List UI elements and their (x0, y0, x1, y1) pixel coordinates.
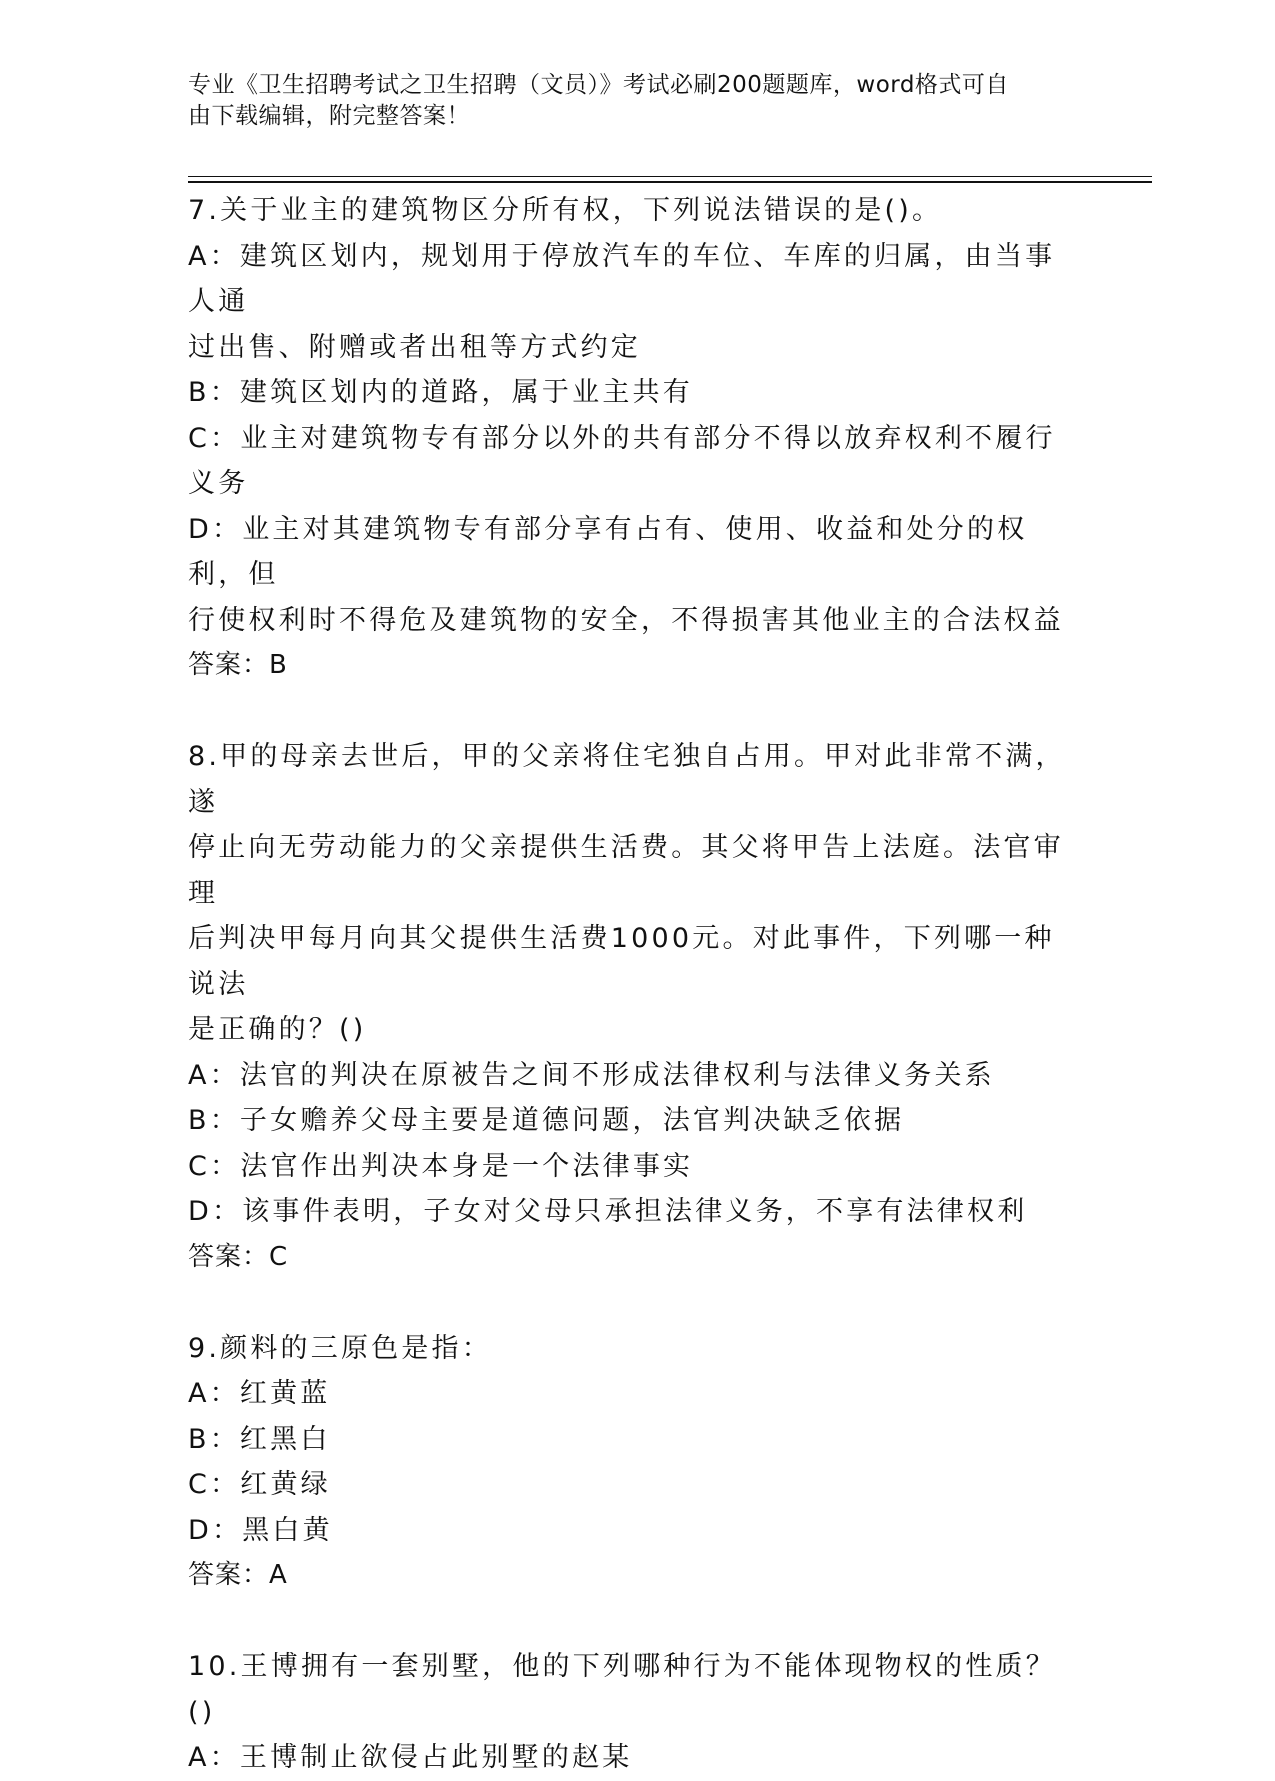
question-list (188, 188, 1078, 1781)
header-title-line-1: 专业《卫生招聘考试之卫生招聘（文员）》考试必刷200题题库，word格式可自 (188, 72, 1009, 98)
question-8 (188, 734, 1078, 1280)
question-7 (188, 188, 1078, 689)
header-divider-thin (188, 176, 1152, 177)
answer-label: 答案：C (188, 1241, 289, 1272)
question-text: 10.王博拥有一套别墅，他的下列哪种行为不能体现物权的性质？() (188, 1651, 1056, 1728)
question-text: 9.颜料的三原色是指： (188, 1332, 492, 1364)
document-header (188, 70, 1068, 132)
option-a: A：建筑区划内，规划用于停放汽车的车位、车库的归属，由当事人通 (188, 240, 1056, 317)
option-d: D：业主对其建筑物专有部分享有占有、使用、收益和处分的权利，但 (188, 513, 1028, 590)
option-c: C：法官作出判决本身是一个法律事实 (188, 1150, 694, 1182)
option-a: A：红黄蓝 (188, 1378, 331, 1409)
question-text-continued: 停止向无劳动能力的父亲提供生活费。其父将甲告上法庭。法官审理 (188, 832, 1064, 909)
option-a-continued: 过出售、附赠或者出租等方式约定 (188, 331, 641, 363)
option-d: D：该事件表明，子女对父母只承担法律义务，不享有法律权利 (188, 1196, 1028, 1227)
option-d-continued: 行使权利时不得危及建筑物的安全，不得损害其他业主的合法权益 (188, 604, 1064, 636)
option-c: C：业主对建筑物专有部分以外的共有部分不得以放弃权利不履行义务 (188, 422, 1056, 499)
question-10 (188, 1644, 1078, 1781)
question-text: 8.甲的母亲去世后，甲的父亲将住宅独自占用。甲对此非常不满，遂 (188, 741, 1066, 818)
header-title-line-2: 由下载编辑，附完整答案！ (188, 103, 470, 129)
option-c: C：红黄绿 (188, 1469, 331, 1500)
option-b: B：子女赡养父母主要是道德问题，法官判决缺乏依据 (188, 1105, 905, 1136)
header-divider-thick (188, 181, 1152, 183)
option-b: B：建筑区划内的道路，属于业主共有 (188, 377, 693, 408)
answer-label: 答案：A (188, 1560, 288, 1590)
option-a: A：王博制止欲侵占此别墅的赵某 (188, 1742, 633, 1773)
option-a: A：法官的判决在原被告之间不形成法律权利与法律义务关系 (188, 1059, 995, 1091)
question-9 (188, 1326, 1078, 1599)
answer-label: 答案：B (188, 650, 288, 680)
question-text: 7.关于业主的建筑物区分所有权，下列说法错误的是()。 (188, 195, 943, 226)
question-text-continued: 是正确的？() (188, 1014, 367, 1045)
option-b: B：红黑白 (188, 1423, 331, 1455)
option-d: D：黑白黄 (188, 1514, 333, 1546)
question-text-continued: 后判决甲每月向其父提供生活费1000元。对此事件，下列哪一种说法 (188, 923, 1055, 1000)
